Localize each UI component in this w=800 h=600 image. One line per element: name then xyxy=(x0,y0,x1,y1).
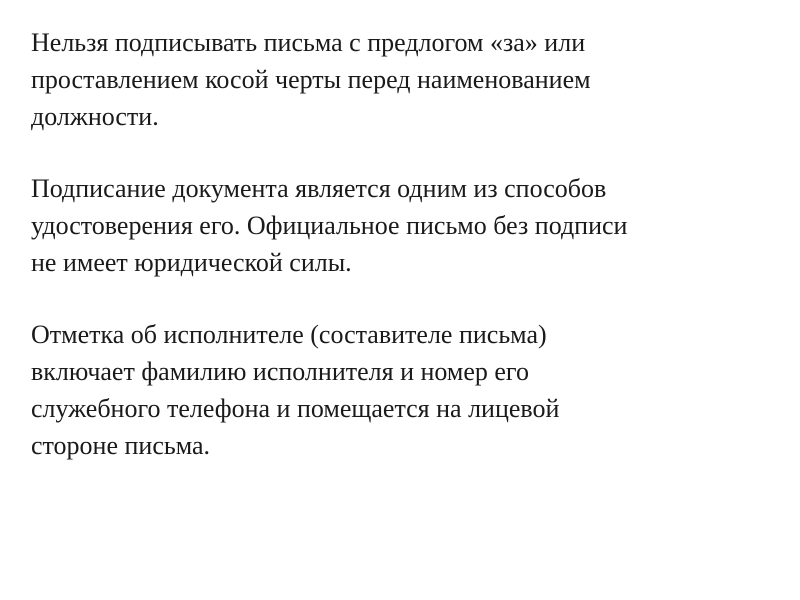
paragraph-signature-rules xyxy=(31,24,776,135)
paragraph-line: Отметка об исполнителе (составителе письма) xyxy=(31,320,547,349)
paragraph-line: Нельзя подписывать письма с предлогом «за» или xyxy=(31,28,586,57)
paragraph-line: включает фамилию исполнителя и номер его xyxy=(31,357,529,386)
paragraph-line: служебного телефона и помещается на лицевой xyxy=(31,394,560,423)
paragraph-line: не имеет юридической силы. xyxy=(31,248,352,277)
paragraph-line: Подписание документа является одним из способов xyxy=(31,174,607,203)
paragraph-line: должности. xyxy=(31,102,159,131)
paragraph-gap xyxy=(31,135,776,170)
paragraph-executor-mark xyxy=(31,316,776,464)
paragraph-line: проставлением косой черты перед наименованием xyxy=(31,65,591,94)
paragraph-line: удостоверения его. Официальное письмо без подписи xyxy=(31,211,628,240)
slide-body xyxy=(31,24,776,464)
paragraph-gap xyxy=(31,281,776,316)
paragraph-line: стороне письма. xyxy=(31,431,211,460)
paragraph-signing-document xyxy=(31,170,776,281)
